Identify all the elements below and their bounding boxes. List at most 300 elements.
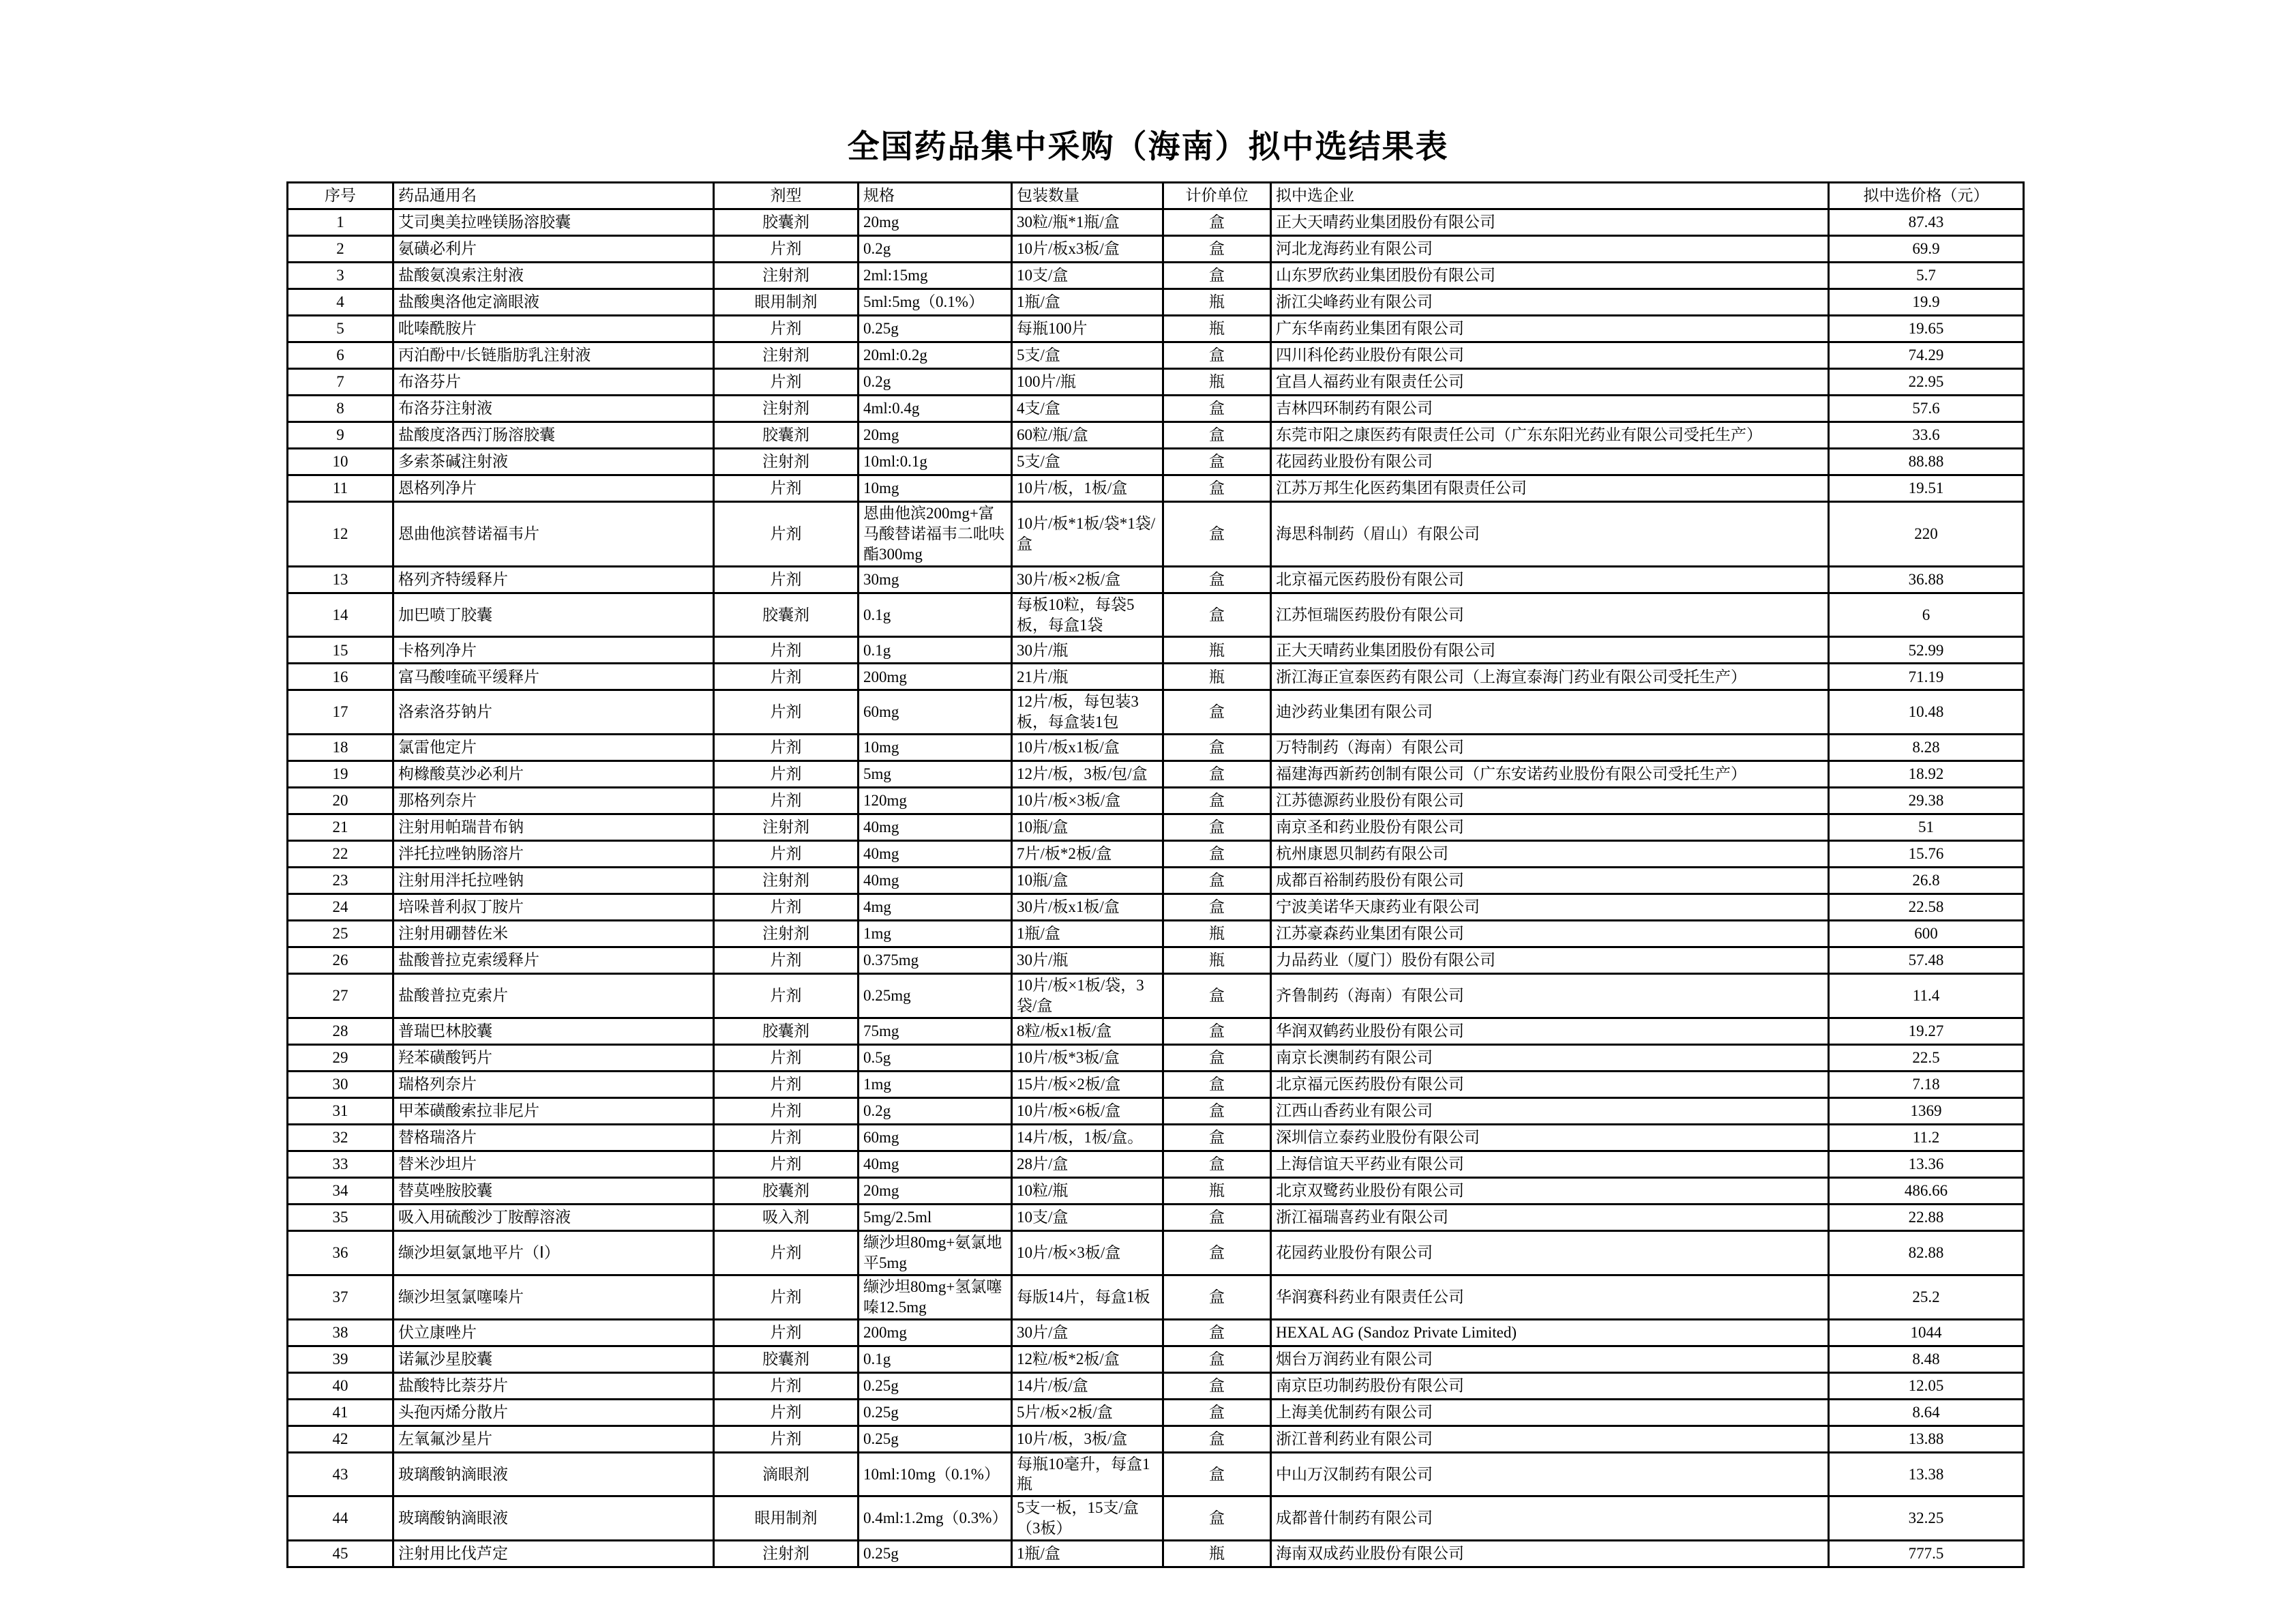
cell-unit: 盒 xyxy=(1163,236,1271,263)
cell-no: 16 xyxy=(288,664,393,690)
cell-pkg: 14片/板，1板/盒。 xyxy=(1012,1125,1163,1151)
cell-unit: 盒 xyxy=(1163,788,1271,814)
table-row xyxy=(288,1125,2024,1151)
col-header-no: 序号 xyxy=(288,183,393,209)
cell-company: 广东华南药业集团有限公司 xyxy=(1271,316,1829,342)
cell-unit: 盒 xyxy=(1163,1372,1271,1399)
cell-pkg: 10片/板x1板/盒 xyxy=(1012,735,1163,761)
cell-company: 浙江尖峰药业有限公司 xyxy=(1271,289,1829,316)
cell-company: 南京圣和药业股份有限公司 xyxy=(1271,814,1829,841)
table-row xyxy=(288,422,2024,449)
cell-form: 片剂 xyxy=(714,788,859,814)
cell-no: 43 xyxy=(288,1452,393,1496)
table-row xyxy=(288,1151,2024,1178)
cell-price: 1044 xyxy=(1829,1319,2024,1346)
cell-unit: 盒 xyxy=(1163,1045,1271,1072)
cell-form: 胶囊剂 xyxy=(714,1346,859,1372)
cell-spec: 0.5g xyxy=(859,1045,1012,1072)
cell-spec: 40mg xyxy=(859,814,1012,841)
cell-pkg: 30片/盒 xyxy=(1012,1319,1163,1346)
cell-price: 600 xyxy=(1829,921,2024,947)
cell-spec: 0.2g xyxy=(859,369,1012,396)
cell-name: 盐酸氨溴索注射液 xyxy=(393,263,714,289)
cell-no: 30 xyxy=(288,1072,393,1098)
cell-no: 38 xyxy=(288,1319,393,1346)
cell-company: HEXAL AG (Sandoz Private Limited) xyxy=(1271,1319,1829,1346)
cell-company: 南京臣功制药股份有限公司 xyxy=(1271,1372,1829,1399)
cell-price: 19.65 xyxy=(1829,316,2024,342)
cell-spec: 0.25g xyxy=(859,1541,1012,1567)
table-row xyxy=(288,209,2024,236)
cell-form: 片剂 xyxy=(714,1426,859,1452)
cell-no: 3 xyxy=(288,263,393,289)
cell-price: 777.5 xyxy=(1829,1541,2024,1567)
cell-name: 盐酸普拉克索片 xyxy=(393,974,714,1018)
cell-form: 胶囊剂 xyxy=(714,1018,859,1045)
cell-price: 19.9 xyxy=(1829,289,2024,316)
cell-no: 40 xyxy=(288,1372,393,1399)
cell-spec: 200mg xyxy=(859,664,1012,690)
cell-price: 8.64 xyxy=(1829,1399,2024,1426)
cell-price: 486.66 xyxy=(1829,1178,2024,1205)
cell-form: 片剂 xyxy=(714,1319,859,1346)
cell-pkg: 28片/盒 xyxy=(1012,1151,1163,1178)
cell-spec: 4ml:0.4g xyxy=(859,396,1012,422)
cell-pkg: 5支/盒 xyxy=(1012,342,1163,369)
cell-no: 29 xyxy=(288,1045,393,1072)
cell-no: 45 xyxy=(288,1541,393,1567)
cell-spec: 20mg xyxy=(859,422,1012,449)
cell-pkg: 30片/板×2板/盒 xyxy=(1012,566,1163,593)
cell-no: 6 xyxy=(288,342,393,369)
cell-spec: 缬沙坦80mg+氢氯噻嗪12.5mg xyxy=(859,1275,1012,1319)
cell-name: 盐酸普拉克索缓释片 xyxy=(393,947,714,974)
cell-company: 河北龙海药业有限公司 xyxy=(1271,236,1829,263)
cell-company: 万特制药（海南）有限公司 xyxy=(1271,735,1829,761)
cell-pkg: 8粒/板x1板/盒 xyxy=(1012,1018,1163,1045)
cell-price: 22.58 xyxy=(1829,894,2024,921)
cell-pkg: 10瓶/盒 xyxy=(1012,814,1163,841)
cell-pkg: 10片/板，1板/盒 xyxy=(1012,475,1163,502)
cell-name: 注射用帕瑞昔布钠 xyxy=(393,814,714,841)
table-row xyxy=(288,637,2024,664)
cell-pkg: 7片/板*2板/盒 xyxy=(1012,841,1163,868)
cell-no: 9 xyxy=(288,422,393,449)
cell-price: 220 xyxy=(1829,502,2024,567)
cell-price: 15.76 xyxy=(1829,841,2024,868)
cell-price: 22.95 xyxy=(1829,369,2024,396)
cell-no: 17 xyxy=(288,690,393,735)
cell-name: 注射用泮托拉唑钠 xyxy=(393,868,714,894)
cell-spec: 5mg xyxy=(859,761,1012,788)
cell-form: 吸入剂 xyxy=(714,1205,859,1231)
cell-unit: 盒 xyxy=(1163,263,1271,289)
cell-spec: 4mg xyxy=(859,894,1012,921)
cell-name: 泮托拉唑钠肠溶片 xyxy=(393,841,714,868)
cell-company: 齐鲁制药（海南）有限公司 xyxy=(1271,974,1829,1018)
cell-name: 恩格列净片 xyxy=(393,475,714,502)
cell-form: 片剂 xyxy=(714,1231,859,1275)
cell-form: 滴眼剂 xyxy=(714,1452,859,1496)
cell-form: 眼用制剂 xyxy=(714,1496,859,1541)
cell-name: 丙泊酚中/长链脂肪乳注射液 xyxy=(393,342,714,369)
cell-name: 氯雷他定片 xyxy=(393,735,714,761)
cell-price: 88.88 xyxy=(1829,449,2024,475)
cell-spec: 30mg xyxy=(859,566,1012,593)
cell-pkg: 10片/板x3板/盒 xyxy=(1012,236,1163,263)
cell-spec: 200mg xyxy=(859,1319,1012,1346)
results-table xyxy=(286,181,2025,1568)
cell-unit: 盒 xyxy=(1163,1098,1271,1125)
table-row xyxy=(288,841,2024,868)
cell-no: 39 xyxy=(288,1346,393,1372)
cell-unit: 盒 xyxy=(1163,1346,1271,1372)
cell-unit: 瓶 xyxy=(1163,316,1271,342)
cell-unit: 盒 xyxy=(1163,1205,1271,1231)
cell-spec: 10ml:0.1g xyxy=(859,449,1012,475)
cell-company: 深圳信立泰药业股份有限公司 xyxy=(1271,1125,1829,1151)
cell-name: 培哚普利叔丁胺片 xyxy=(393,894,714,921)
cell-unit: 盒 xyxy=(1163,1231,1271,1275)
table-row xyxy=(288,396,2024,422)
cell-price: 5.7 xyxy=(1829,263,2024,289)
cell-unit: 瓶 xyxy=(1163,289,1271,316)
cell-company: 浙江福瑞喜药业有限公司 xyxy=(1271,1205,1829,1231)
table-row xyxy=(288,475,2024,502)
cell-spec: 20ml:0.2g xyxy=(859,342,1012,369)
cell-spec: 0.1g xyxy=(859,637,1012,664)
cell-unit: 盒 xyxy=(1163,814,1271,841)
table-row xyxy=(288,236,2024,263)
cell-company: 中山万汉制药有限公司 xyxy=(1271,1452,1829,1496)
cell-form: 注射剂 xyxy=(714,449,859,475)
table-row xyxy=(288,1231,2024,1275)
cell-form: 注射剂 xyxy=(714,814,859,841)
cell-unit: 盒 xyxy=(1163,1399,1271,1426)
cell-no: 13 xyxy=(288,566,393,593)
cell-company: 四川科伦药业股份有限公司 xyxy=(1271,342,1829,369)
cell-spec: 5mg/2.5ml xyxy=(859,1205,1012,1231)
results-table-container xyxy=(286,181,2025,1568)
cell-company: 浙江海正宣泰医药有限公司（上海宣泰海门药业有限公司受托生产） xyxy=(1271,664,1829,690)
cell-form: 片剂 xyxy=(714,1275,859,1319)
col-header-pkg: 包装数量 xyxy=(1012,183,1163,209)
cell-spec: 0.25mg xyxy=(859,974,1012,1018)
cell-spec: 40mg xyxy=(859,841,1012,868)
cell-price: 11.4 xyxy=(1829,974,2024,1018)
cell-pkg: 12片/板，每包装3板，每盒装1包 xyxy=(1012,690,1163,735)
cell-pkg: 5支/盒 xyxy=(1012,449,1163,475)
cell-unit: 盒 xyxy=(1163,566,1271,593)
cell-name: 盐酸特比萘芬片 xyxy=(393,1372,714,1399)
cell-unit: 盒 xyxy=(1163,209,1271,236)
cell-price: 7.18 xyxy=(1829,1072,2024,1098)
cell-name: 伏立康唑片 xyxy=(393,1319,714,1346)
cell-unit: 盒 xyxy=(1163,761,1271,788)
cell-no: 18 xyxy=(288,735,393,761)
cell-no: 2 xyxy=(288,236,393,263)
cell-name: 那格列奈片 xyxy=(393,788,714,814)
cell-company: 北京双鹭药业股份有限公司 xyxy=(1271,1178,1829,1205)
col-header-unit: 计价单位 xyxy=(1163,183,1271,209)
cell-name: 盐酸度洛西汀肠溶胶囊 xyxy=(393,422,714,449)
cell-form: 注射剂 xyxy=(714,921,859,947)
cell-no: 11 xyxy=(288,475,393,502)
cell-company: 江苏万邦生化医药集团有限责任公司 xyxy=(1271,475,1829,502)
table-row xyxy=(288,449,2024,475)
cell-no: 27 xyxy=(288,974,393,1018)
cell-pkg: 100片/瓶 xyxy=(1012,369,1163,396)
cell-unit: 盒 xyxy=(1163,422,1271,449)
table-row xyxy=(288,1178,2024,1205)
cell-price: 13.36 xyxy=(1829,1151,2024,1178)
cell-spec: 恩曲他滨200mg+富马酸替诺福韦二吡呋酯300mg xyxy=(859,502,1012,567)
cell-form: 片剂 xyxy=(714,735,859,761)
cell-spec: 120mg xyxy=(859,788,1012,814)
cell-name: 吡嗪酰胺片 xyxy=(393,316,714,342)
cell-pkg: 每版14片，每盒1板 xyxy=(1012,1275,1163,1319)
cell-pkg: 每板10粒，每袋5板，每盒1袋 xyxy=(1012,593,1163,637)
cell-unit: 盒 xyxy=(1163,1275,1271,1319)
cell-form: 片剂 xyxy=(714,1151,859,1178)
table-row xyxy=(288,735,2024,761)
cell-spec: 10mg xyxy=(859,735,1012,761)
cell-form: 胶囊剂 xyxy=(714,209,859,236)
cell-spec: 75mg xyxy=(859,1018,1012,1045)
table-row xyxy=(288,289,2024,316)
cell-company: 杭州康恩贝制药有限公司 xyxy=(1271,841,1829,868)
cell-name: 羟苯磺酸钙片 xyxy=(393,1045,714,1072)
cell-unit: 盒 xyxy=(1163,475,1271,502)
cell-name: 恩曲他滨替诺福韦片 xyxy=(393,502,714,567)
table-row xyxy=(288,974,2024,1018)
cell-unit: 盒 xyxy=(1163,1319,1271,1346)
cell-company: 海思科制药（眉山）有限公司 xyxy=(1271,502,1829,567)
cell-pkg: 10支/盒 xyxy=(1012,1205,1163,1231)
cell-form: 片剂 xyxy=(714,637,859,664)
cell-no: 26 xyxy=(288,947,393,974)
cell-name: 头孢丙烯分散片 xyxy=(393,1399,714,1426)
cell-company: 东莞市阳之康医药有限责任公司（广东东阳光药业有限公司受托生产） xyxy=(1271,422,1829,449)
table-row xyxy=(288,593,2024,637)
cell-company: 山东罗欣药业集团股份有限公司 xyxy=(1271,263,1829,289)
cell-price: 12.05 xyxy=(1829,1372,2024,1399)
cell-price: 8.48 xyxy=(1829,1346,2024,1372)
cell-spec: 10mg xyxy=(859,475,1012,502)
cell-company: 花园药业股份有限公司 xyxy=(1271,1231,1829,1275)
cell-pkg: 1瓶/盒 xyxy=(1012,1541,1163,1567)
cell-company: 福建海西新药创制有限公司（广东安诺药业股份有限公司受托生产） xyxy=(1271,761,1829,788)
cell-form: 片剂 xyxy=(714,894,859,921)
cell-spec: 10ml:10mg（0.1%） xyxy=(859,1452,1012,1496)
cell-pkg: 每瓶10毫升，每盒1瓶 xyxy=(1012,1452,1163,1496)
cell-pkg: 10粒/瓶 xyxy=(1012,1178,1163,1205)
cell-price: 10.48 xyxy=(1829,690,2024,735)
cell-unit: 盒 xyxy=(1163,894,1271,921)
table-row xyxy=(288,316,2024,342)
table-row xyxy=(288,1452,2024,1496)
cell-pkg: 21片/瓶 xyxy=(1012,664,1163,690)
cell-form: 胶囊剂 xyxy=(714,593,859,637)
cell-price: 87.43 xyxy=(1829,209,2024,236)
cell-name: 多索茶碱注射液 xyxy=(393,449,714,475)
cell-form: 片剂 xyxy=(714,1098,859,1125)
cell-spec: 0.25g xyxy=(859,1372,1012,1399)
cell-form: 片剂 xyxy=(714,236,859,263)
cell-no: 42 xyxy=(288,1426,393,1452)
cell-pkg: 10片/板，3板/盒 xyxy=(1012,1426,1163,1452)
cell-unit: 盒 xyxy=(1163,1125,1271,1151)
cell-no: 36 xyxy=(288,1231,393,1275)
cell-no: 7 xyxy=(288,369,393,396)
cell-form: 片剂 xyxy=(714,502,859,567)
table-row xyxy=(288,1072,2024,1098)
cell-name: 注射用硼替佐米 xyxy=(393,921,714,947)
cell-unit: 盒 xyxy=(1163,1072,1271,1098)
cell-spec: 0.25g xyxy=(859,1399,1012,1426)
cell-no: 28 xyxy=(288,1018,393,1045)
cell-form: 注射剂 xyxy=(714,1541,859,1567)
cell-unit: 盒 xyxy=(1163,1426,1271,1452)
cell-pkg: 1瓶/盒 xyxy=(1012,921,1163,947)
page-title: 全国药品集中采购（海南）拟中选结果表 xyxy=(847,128,1449,164)
cell-no: 33 xyxy=(288,1151,393,1178)
cell-name: 艾司奥美拉唑镁肠溶胶囊 xyxy=(393,209,714,236)
cell-pkg: 每瓶100片 xyxy=(1012,316,1163,342)
cell-company: 成都普什制药有限公司 xyxy=(1271,1496,1829,1541)
cell-name: 枸橼酸莫沙必利片 xyxy=(393,761,714,788)
cell-pkg: 10片/板*1板/袋*1袋/盒 xyxy=(1012,502,1163,567)
cell-spec: 0.375mg xyxy=(859,947,1012,974)
cell-form: 片剂 xyxy=(714,566,859,593)
cell-name: 格列齐特缓释片 xyxy=(393,566,714,593)
cell-name: 玻璃酸钠滴眼液 xyxy=(393,1452,714,1496)
cell-form: 片剂 xyxy=(714,1125,859,1151)
cell-pkg: 15片/板×2板/盒 xyxy=(1012,1072,1163,1098)
table-row xyxy=(288,1205,2024,1231)
cell-pkg: 10片/板×3板/盒 xyxy=(1012,788,1163,814)
col-header-company: 拟中选企业 xyxy=(1271,183,1829,209)
cell-price: 57.6 xyxy=(1829,396,2024,422)
cell-price: 13.88 xyxy=(1829,1426,2024,1452)
cell-name: 富马酸喹硫平缓释片 xyxy=(393,664,714,690)
cell-company: 华润双鹤药业股份有限公司 xyxy=(1271,1018,1829,1045)
cell-company: 北京福元医药股份有限公司 xyxy=(1271,566,1829,593)
cell-form: 片剂 xyxy=(714,974,859,1018)
cell-company: 花园药业股份有限公司 xyxy=(1271,449,1829,475)
table-row xyxy=(288,1399,2024,1426)
cell-company: 吉林四环制药有限公司 xyxy=(1271,396,1829,422)
cell-spec: 40mg xyxy=(859,1151,1012,1178)
cell-pkg: 30粒/瓶*1瓶/盒 xyxy=(1012,209,1163,236)
cell-spec: 0.4ml:1.2mg（0.3%） xyxy=(859,1496,1012,1541)
cell-name: 瑞格列奈片 xyxy=(393,1072,714,1098)
table-row xyxy=(288,947,2024,974)
cell-price: 74.29 xyxy=(1829,342,2024,369)
cell-spec: 20mg xyxy=(859,209,1012,236)
cell-unit: 盒 xyxy=(1163,1452,1271,1496)
cell-unit: 盒 xyxy=(1163,1496,1271,1541)
table-row xyxy=(288,1541,2024,1567)
table-row xyxy=(288,868,2024,894)
cell-no: 15 xyxy=(288,637,393,664)
cell-name: 吸入用硫酸沙丁胺醇溶液 xyxy=(393,1205,714,1231)
cell-pkg: 30片/板x1板/盒 xyxy=(1012,894,1163,921)
cell-form: 胶囊剂 xyxy=(714,1178,859,1205)
cell-price: 69.9 xyxy=(1829,236,2024,263)
cell-form: 片剂 xyxy=(714,475,859,502)
cell-name: 洛索洛芬钠片 xyxy=(393,690,714,735)
cell-price: 6 xyxy=(1829,593,2024,637)
table-row xyxy=(288,1018,2024,1045)
cell-name: 布洛芬注射液 xyxy=(393,396,714,422)
cell-pkg: 10支/盒 xyxy=(1012,263,1163,289)
cell-pkg: 12粒/板*2板/盒 xyxy=(1012,1346,1163,1372)
cell-price: 57.48 xyxy=(1829,947,2024,974)
cell-name: 替莫唑胺胶囊 xyxy=(393,1178,714,1205)
cell-unit: 盒 xyxy=(1163,735,1271,761)
cell-no: 4 xyxy=(288,289,393,316)
cell-unit: 盒 xyxy=(1163,690,1271,735)
cell-form: 片剂 xyxy=(714,761,859,788)
table-row xyxy=(288,1098,2024,1125)
cell-price: 8.28 xyxy=(1829,735,2024,761)
cell-name: 左氧氟沙星片 xyxy=(393,1426,714,1452)
cell-company: 南京长澳制药有限公司 xyxy=(1271,1045,1829,1072)
cell-price: 52.99 xyxy=(1829,637,2024,664)
table-row xyxy=(288,502,2024,567)
cell-unit: 瓶 xyxy=(1163,664,1271,690)
cell-company: 正大天晴药业集团股份有限公司 xyxy=(1271,209,1829,236)
cell-unit: 盒 xyxy=(1163,1018,1271,1045)
cell-price: 71.19 xyxy=(1829,664,2024,690)
cell-form: 片剂 xyxy=(714,690,859,735)
table-row xyxy=(288,263,2024,289)
cell-price: 25.2 xyxy=(1829,1275,2024,1319)
cell-unit: 瓶 xyxy=(1163,947,1271,974)
cell-form: 片剂 xyxy=(714,369,859,396)
cell-name: 氨磺必利片 xyxy=(393,236,714,263)
cell-price: 19.27 xyxy=(1829,1018,2024,1045)
cell-company: 上海信谊天平药业有限公司 xyxy=(1271,1151,1829,1178)
cell-no: 32 xyxy=(288,1125,393,1151)
cell-unit: 盒 xyxy=(1163,868,1271,894)
table-row xyxy=(288,1372,2024,1399)
cell-name: 甲苯磺酸索拉非尼片 xyxy=(393,1098,714,1125)
table-row xyxy=(288,690,2024,735)
cell-price: 29.38 xyxy=(1829,788,2024,814)
cell-name: 卡格列净片 xyxy=(393,637,714,664)
table-row xyxy=(288,921,2024,947)
table-row xyxy=(288,1275,2024,1319)
cell-name: 盐酸奥洛他定滴眼液 xyxy=(393,289,714,316)
table-row xyxy=(288,1319,2024,1346)
cell-price: 22.5 xyxy=(1829,1045,2024,1072)
cell-price: 1369 xyxy=(1829,1098,2024,1125)
cell-name: 普瑞巴林胶囊 xyxy=(393,1018,714,1045)
cell-company: 正大天晴药业集团股份有限公司 xyxy=(1271,637,1829,664)
table-row xyxy=(288,1496,2024,1541)
cell-spec: 2ml:15mg xyxy=(859,263,1012,289)
cell-unit: 盒 xyxy=(1163,342,1271,369)
cell-no: 10 xyxy=(288,449,393,475)
cell-pkg: 30片/瓶 xyxy=(1012,637,1163,664)
cell-pkg: 12片/板，3板/包/盒 xyxy=(1012,761,1163,788)
table-row xyxy=(288,894,2024,921)
cell-spec: 0.1g xyxy=(859,593,1012,637)
cell-unit: 瓶 xyxy=(1163,637,1271,664)
cell-company: 烟台万润药业有限公司 xyxy=(1271,1346,1829,1372)
